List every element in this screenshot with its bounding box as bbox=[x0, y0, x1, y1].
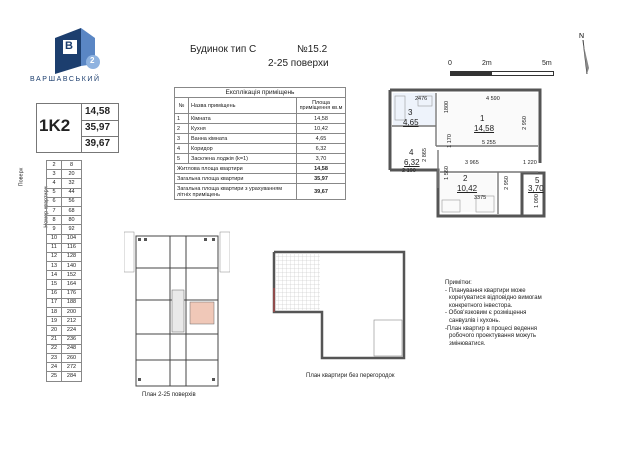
north-arrow-icon bbox=[577, 28, 601, 78]
apartment-number: 260 bbox=[62, 353, 82, 362]
floor-row bbox=[47, 216, 82, 225]
row-no: 3 bbox=[175, 134, 189, 144]
row-no: 4 bbox=[175, 144, 189, 154]
apartment-area-box bbox=[36, 103, 119, 153]
brand-name: ВАРШАВСЬКИЙ bbox=[30, 76, 101, 83]
dim-2950-a: 2 950 bbox=[521, 116, 528, 130]
apartment-number: 248 bbox=[62, 344, 82, 353]
apartment-number: 92 bbox=[62, 225, 82, 234]
floor-row bbox=[47, 262, 82, 271]
apartment-number: 44 bbox=[62, 188, 82, 197]
col-no: № bbox=[175, 98, 189, 114]
floor-row bbox=[47, 317, 82, 326]
scale-end: 5m bbox=[542, 60, 552, 67]
explication-title: Експлікація приміщень bbox=[175, 88, 346, 98]
floor-row bbox=[47, 344, 82, 353]
living-value: 14,58 bbox=[297, 164, 346, 174]
floor-number: 21 bbox=[47, 335, 62, 344]
floor-number: 19 bbox=[47, 317, 62, 326]
total-value: 35,97 bbox=[297, 174, 346, 184]
notes-line: конкретного інвестора. bbox=[449, 302, 513, 309]
brand-logo bbox=[45, 26, 105, 76]
floor-row bbox=[47, 197, 82, 206]
floor-row bbox=[47, 326, 82, 335]
floor-number: 8 bbox=[47, 216, 62, 225]
row-no: 2 bbox=[175, 124, 189, 134]
floor-number: 25 bbox=[47, 372, 62, 381]
notes-line: - Планування квартири може bbox=[445, 287, 526, 294]
floor-number: 9 bbox=[47, 225, 62, 234]
table-row bbox=[175, 134, 346, 144]
floor-number: 20 bbox=[47, 326, 62, 335]
building-type: Будинок тип С bbox=[190, 44, 257, 55]
apartment-number: 284 bbox=[62, 372, 82, 381]
summer-area: 39,67 bbox=[85, 138, 111, 149]
floor-number: 18 bbox=[47, 308, 62, 317]
dim-1170: 1 170 bbox=[446, 134, 453, 148]
apartment-number: 140 bbox=[62, 262, 82, 271]
floor-row bbox=[47, 271, 82, 280]
floors-table-wrap bbox=[18, 160, 82, 379]
apartment-number: 152 bbox=[62, 271, 82, 280]
apartment-number: 32 bbox=[62, 179, 82, 188]
apartment-number: 188 bbox=[62, 298, 82, 307]
floor-row bbox=[47, 363, 82, 372]
dim-1560: 1 560 bbox=[443, 166, 450, 180]
room-1-number: 1 bbox=[480, 114, 485, 123]
floors-col2-label: Номер квартири bbox=[43, 186, 50, 228]
living-area: 14,58 bbox=[85, 106, 111, 117]
room-1-area: 14,58 bbox=[474, 124, 495, 133]
floors-table bbox=[43, 160, 82, 382]
scale-mid: 2m bbox=[482, 60, 492, 67]
apartment-number: 212 bbox=[62, 317, 82, 326]
row-area: 10,42 bbox=[297, 124, 346, 134]
notes-block bbox=[445, 280, 575, 348]
room-5-number: 5 bbox=[535, 176, 540, 185]
room-5-area: 3,70 bbox=[528, 184, 544, 193]
dim-4590: 4 590 bbox=[486, 96, 500, 102]
floor-row bbox=[47, 161, 82, 170]
living-label: Житлова площа квартири bbox=[175, 164, 297, 174]
room-4-number: 4 bbox=[409, 148, 414, 157]
floor-row bbox=[47, 372, 82, 381]
floor-number: 22 bbox=[47, 344, 62, 353]
table-row bbox=[175, 114, 346, 124]
floor-plan-caption: План 2-25 поверхів bbox=[142, 392, 196, 398]
total-row bbox=[175, 174, 346, 184]
floor-number: 15 bbox=[47, 280, 62, 289]
table-row bbox=[175, 154, 346, 164]
floor-row bbox=[47, 188, 82, 197]
apartment-number: 200 bbox=[62, 308, 82, 317]
row-no: 1 bbox=[175, 114, 189, 124]
summer-row bbox=[175, 184, 346, 200]
row-area: 3,70 bbox=[297, 154, 346, 164]
floor-row bbox=[47, 243, 82, 252]
building-floor-plan bbox=[124, 228, 230, 390]
apartment-number: 176 bbox=[62, 289, 82, 298]
row-name: Ванна кімната bbox=[189, 134, 297, 144]
row-name: Коридор bbox=[189, 144, 297, 154]
floor-number: 4 bbox=[47, 179, 62, 188]
floor-row bbox=[47, 308, 82, 317]
room-4-area: 6,32 bbox=[404, 158, 420, 167]
table-row bbox=[175, 144, 346, 154]
summer-value: 39,67 bbox=[297, 184, 346, 200]
no-partitions-caption: План квартири без перегородок bbox=[306, 373, 395, 379]
notes-line: -План квартир в процесі ведення bbox=[445, 325, 538, 332]
dim-2950-b: 2 950 bbox=[503, 176, 510, 190]
logo-letter: В bbox=[65, 40, 73, 52]
floor-number: 10 bbox=[47, 234, 62, 243]
floor-number: 23 bbox=[47, 353, 62, 362]
notes-line: робочого проектування можуть bbox=[449, 333, 536, 340]
apartment-number: 20 bbox=[62, 170, 82, 179]
room-2-area: 10,42 bbox=[457, 184, 478, 193]
floor-row bbox=[47, 280, 82, 289]
apartment-number: 8 bbox=[62, 161, 82, 170]
apartment-number: 164 bbox=[62, 280, 82, 289]
dim-1220: 1 220 bbox=[523, 160, 537, 166]
dim-3965: 3 965 bbox=[465, 160, 479, 166]
floors-col1-label: Поверх bbox=[18, 167, 25, 187]
floor-row bbox=[47, 179, 82, 188]
dim-2476: 2476 bbox=[415, 96, 428, 102]
notes-title: Примітки: bbox=[445, 280, 472, 286]
logo-sub: 2 bbox=[90, 56, 95, 65]
total-area: 35,97 bbox=[85, 122, 111, 133]
floor-number: 16 bbox=[47, 289, 62, 298]
dim-2190: 2 190 bbox=[402, 168, 416, 174]
col-name: Назва приміщень bbox=[189, 98, 297, 114]
row-name: Кімната bbox=[189, 114, 297, 124]
dim-2865: 2 865 bbox=[421, 148, 428, 162]
col-area: Площа приміщення кв.м bbox=[297, 98, 346, 114]
floor-row bbox=[47, 225, 82, 234]
logo-mark-icon bbox=[45, 26, 105, 76]
floor-number: 6 bbox=[47, 197, 62, 206]
dim-5255: 5 255 bbox=[482, 140, 496, 146]
dim-1090: 1 090 bbox=[533, 194, 540, 208]
floor-row bbox=[47, 234, 82, 243]
floors-range: 2-25 поверхи bbox=[268, 58, 329, 69]
floor-number: 14 bbox=[47, 271, 62, 280]
floor-row bbox=[47, 206, 82, 215]
room-3-number: 3 bbox=[408, 108, 413, 117]
plan-no-partitions bbox=[262, 248, 412, 368]
dim-3375: 3375 bbox=[474, 195, 487, 201]
apartment-number: 128 bbox=[62, 252, 82, 261]
apartment-number: 236 bbox=[62, 335, 82, 344]
floor-row bbox=[47, 335, 82, 344]
svg-text:N: N bbox=[579, 33, 585, 40]
row-area: 6,32 bbox=[297, 144, 346, 154]
notes-line: - Обов'язковим є розміщення bbox=[445, 310, 527, 317]
row-area: 4,65 bbox=[297, 134, 346, 144]
explication-table bbox=[174, 87, 346, 200]
total-label: Загальна площа квартири bbox=[175, 174, 297, 184]
apartment-number: 80 bbox=[62, 216, 82, 225]
floor-row bbox=[47, 289, 82, 298]
floor-number: 24 bbox=[47, 363, 62, 372]
apartment-number: 104 bbox=[62, 234, 82, 243]
building-number: №15.2 bbox=[297, 44, 328, 55]
row-no: 5 bbox=[175, 154, 189, 164]
floor-row bbox=[47, 252, 82, 261]
notes-line: змінюватися. bbox=[449, 340, 486, 347]
scale-bar bbox=[446, 60, 561, 78]
floor-number: 2 bbox=[47, 161, 62, 170]
apartment-number: 68 bbox=[62, 206, 82, 215]
floor-number: 3 bbox=[47, 170, 62, 179]
apartment-number: 224 bbox=[62, 326, 82, 335]
row-area: 14,58 bbox=[297, 114, 346, 124]
living-row bbox=[175, 164, 346, 174]
dim-1800: 1800 bbox=[444, 100, 451, 114]
floor-row bbox=[47, 170, 82, 179]
floor-number: 12 bbox=[47, 252, 62, 261]
floor-number: 7 bbox=[47, 206, 62, 215]
floor-number: 11 bbox=[47, 243, 62, 252]
table-row bbox=[175, 124, 346, 134]
floor-number: 13 bbox=[47, 262, 62, 271]
apartment-number: 116 bbox=[62, 243, 82, 252]
apartment-plan bbox=[378, 88, 558, 220]
notes-line: санвузлів і кухонь. bbox=[449, 317, 501, 324]
apartment-code: 1K2 bbox=[39, 116, 71, 135]
apartment-number: 272 bbox=[62, 363, 82, 372]
scale-zero: 0 bbox=[448, 60, 452, 67]
row-name: Засклена лоджія (k=1) bbox=[189, 154, 297, 164]
apartment-number: 56 bbox=[62, 197, 82, 206]
row-name: Кухня bbox=[189, 124, 297, 134]
notes-line: корегуватися відповідно вимогам bbox=[449, 295, 542, 302]
floor-number: 5 bbox=[47, 188, 62, 197]
room-3-area: 4,65 bbox=[403, 118, 419, 127]
summer-label: Загальна площа квартири з урахуванням літніх приміщень bbox=[175, 184, 297, 200]
floor-row bbox=[47, 353, 82, 362]
room-2-number: 2 bbox=[463, 174, 468, 183]
floor-number: 17 bbox=[47, 298, 62, 307]
floor-row bbox=[47, 298, 82, 307]
